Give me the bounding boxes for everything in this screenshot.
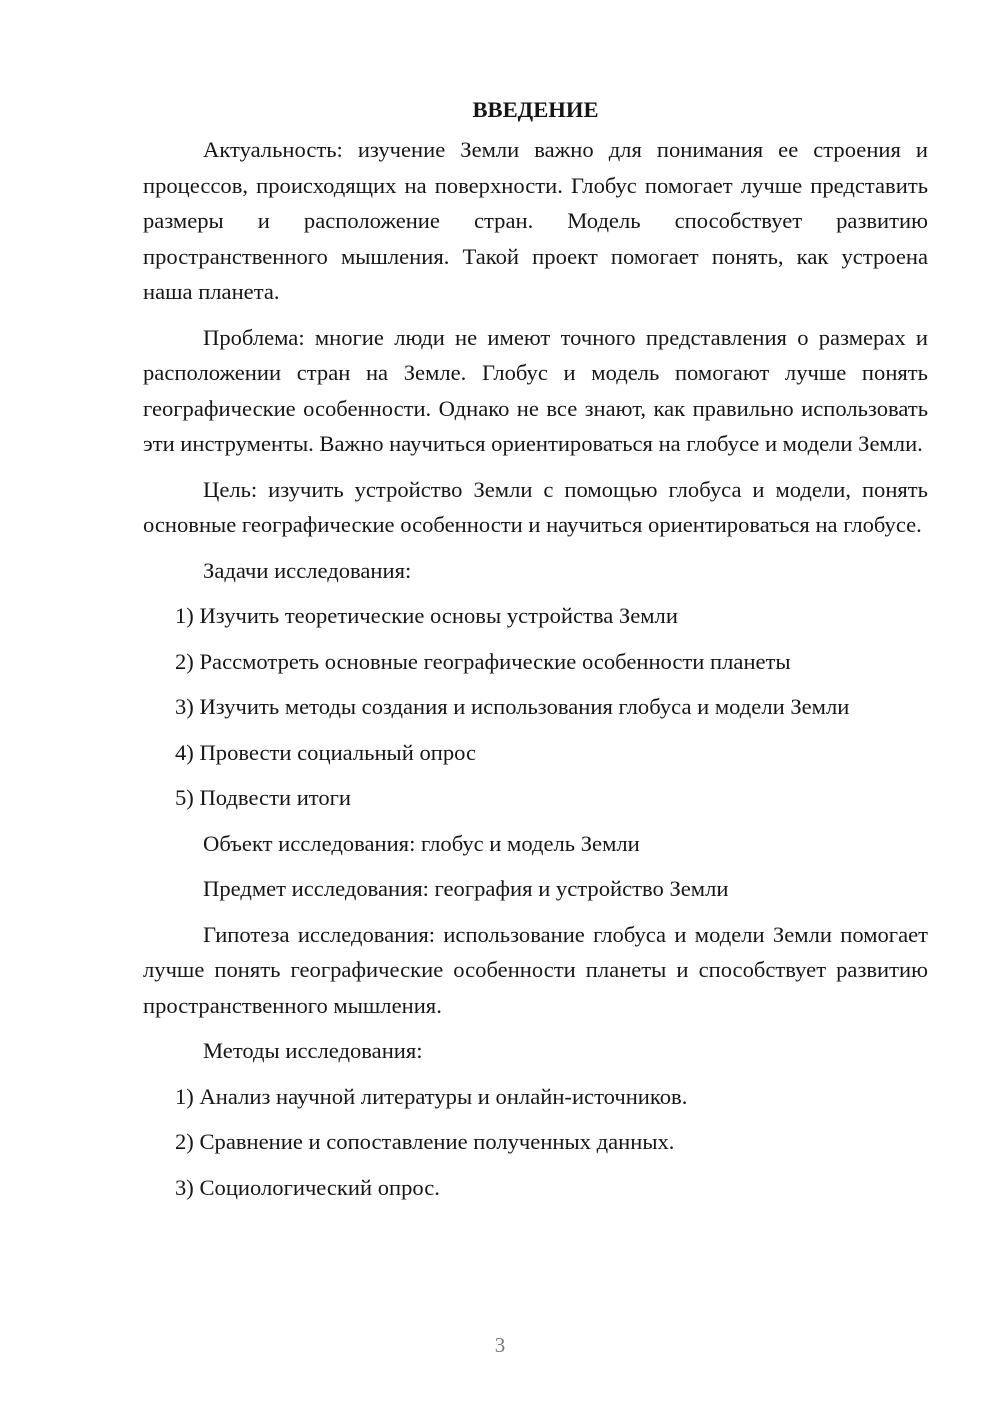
list-item: 2) Сравнение и сопоставление полученных данных. bbox=[175, 1129, 675, 1154]
problem-paragraph: Проблема: многие люди не имеют точного представления о размерах и расположении стран на Земле. Глобус и модель помогают лучше понять географические особенности. Однако не все знают, как правильно использовать эти инструменты. Важно научиться ориентироваться на глобусе и модели Земли. bbox=[143, 324, 928, 456]
subject-paragraph: Предмет исследования: география и устройство Земли bbox=[203, 876, 729, 901]
list-item: 4) Провести социальный опрос bbox=[175, 739, 477, 765]
list-item: 1) Изучить теоретические основы устройства Земли bbox=[175, 603, 678, 628]
list-item: 2) Рассмотреть основные географические особенности планеты bbox=[175, 648, 791, 674]
tasks-list bbox=[143, 598, 928, 816]
hypothesis-paragraph: Гипотеза исследования: использование глобуса и модели Земли помогает лучше понять географические особенности планеты и способствует развитию пространственного мышления. bbox=[143, 921, 928, 1018]
document-page bbox=[143, 92, 928, 1215]
list-item: 3) Изучить методы создания и использования глобуса и модели Земли bbox=[175, 694, 850, 719]
list-item: 5) Подвести итоги bbox=[175, 785, 352, 810]
methods-heading: Методы исследования: bbox=[203, 1038, 423, 1063]
relevance-paragraph: Актуальность: изучение Земли важно для понимания ее строения и процессов, происходящих на поверхности. Глобус помогает лучше представить размеры и расположение стран. Модель способствует развитию пространственного мышления. Такой проект помогает понять, как устроена наша планета. bbox=[143, 137, 928, 304]
methods-list bbox=[143, 1079, 928, 1206]
tasks-heading: Задачи исследования: bbox=[203, 557, 412, 583]
list-item: 3) Социологический опрос. bbox=[175, 1174, 440, 1200]
document-title: ВВЕДЕНИЕ bbox=[472, 97, 599, 122]
list-item: 1) Анализ научной литературы и онлайн-источников. bbox=[175, 1083, 688, 1109]
object-paragraph: Объект исследования: глобус и модель Земли bbox=[203, 830, 640, 856]
page-number: 3 bbox=[494, 1333, 506, 1357]
goal-paragraph: Цель: изучить устройство Земли с помощью глобуса и модели, понять основные географические особенности и научиться ориентироваться на глобусе. bbox=[143, 476, 928, 537]
